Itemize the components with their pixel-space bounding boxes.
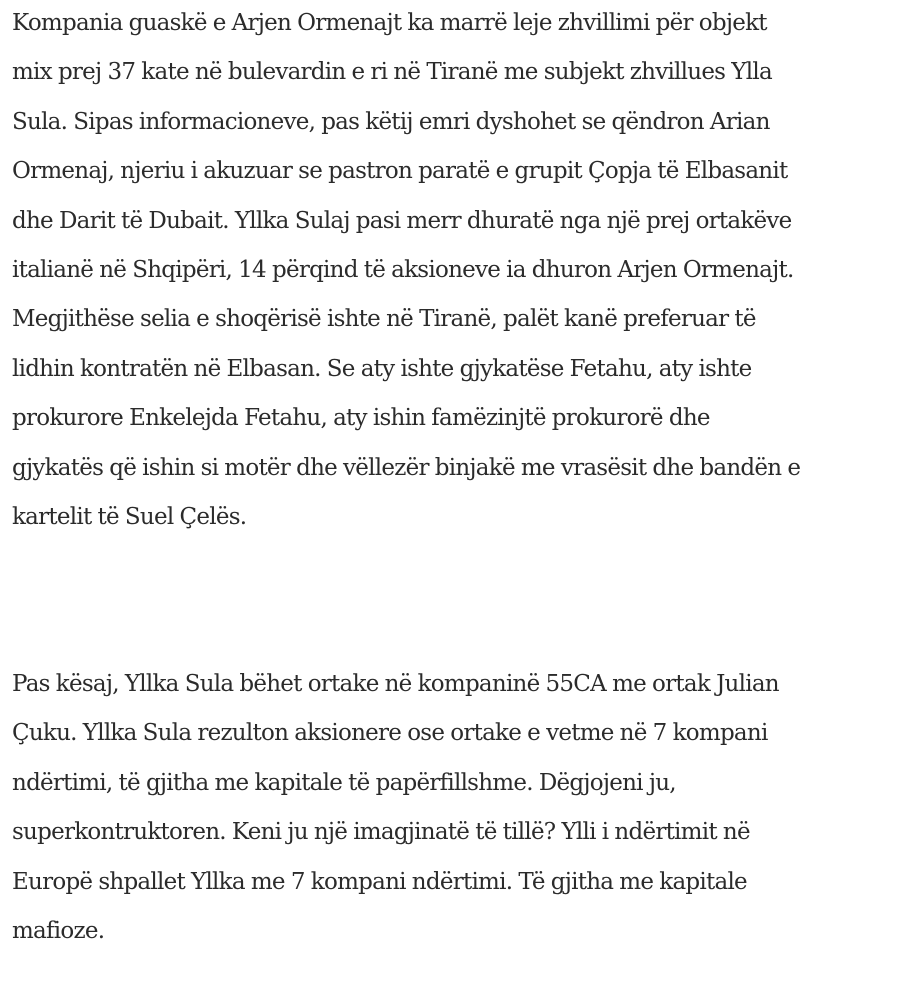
paragraph-2 bbox=[12, 660, 779, 956]
text-line: Sula. Sipas informacioneve, pas këtij emri dyshohet se qëndron Arian bbox=[12, 108, 770, 135]
text-line: superkontruktoren. Keni ju një imagjinatë të tillë? Ylli i ndërtimit në bbox=[12, 819, 750, 846]
text-line: Ormenaj, njeriu i akuzuar se pastron paratë e grupit Çopja të Elbasanit bbox=[12, 158, 788, 185]
text-line: prokurore Enkelejda Fetahu, aty ishin famëzinjtë prokurorë dhe bbox=[12, 405, 710, 432]
text-line: Kompania guaskë e Arjen Ormenajt ka marrë leje zhvillimi për objekt bbox=[12, 10, 767, 36]
text-line: Megjithëse selia e shoqërisë ishte në Tiranë, palët kanë preferuar të bbox=[12, 306, 756, 333]
text-line: Europë shpallet Yllka me 7 kompani ndërtimi. Të gjitha me kapitale bbox=[12, 868, 747, 895]
text-line: ndërtimi, të gjitha me kapitale të papërfillshme. Dëgjojeni ju, bbox=[12, 769, 676, 796]
text-line: mix prej 37 kate në bulevardin e ri në Tiranë me subjekt zhvillues Ylla bbox=[12, 59, 772, 86]
text-line: italianë në Shqipëri, 14 përqind të aksioneve ia dhuron Arjen Ormenajt. bbox=[12, 257, 794, 284]
text-line: lidhin kontratën në Elbasan. Se aty ishte gjykatëse Fetahu, aty ishte bbox=[12, 355, 752, 382]
text-line: Çuku. Yllka Sula rezulton aksionere ose ortake e vetme në 7 kompani bbox=[12, 720, 768, 747]
text-line: Pas kësaj, Yllka Sula bëhet ortake në kompaninë 55CA me ortak Julian bbox=[12, 671, 779, 697]
text-line: kartelit të Suel Çelës. bbox=[12, 504, 247, 531]
text-line: mafioze. bbox=[12, 918, 105, 945]
paragraph-1 bbox=[12, 0, 800, 542]
text-line: gjykatës që ishin si motër dhe vëllezër binjakë me vrasësit dhe bandën e bbox=[12, 454, 801, 481]
text-line: dhe Darit të Dubait. Yllka Sulaj pasi merr dhuratë nga një prej ortakëve bbox=[12, 207, 792, 234]
